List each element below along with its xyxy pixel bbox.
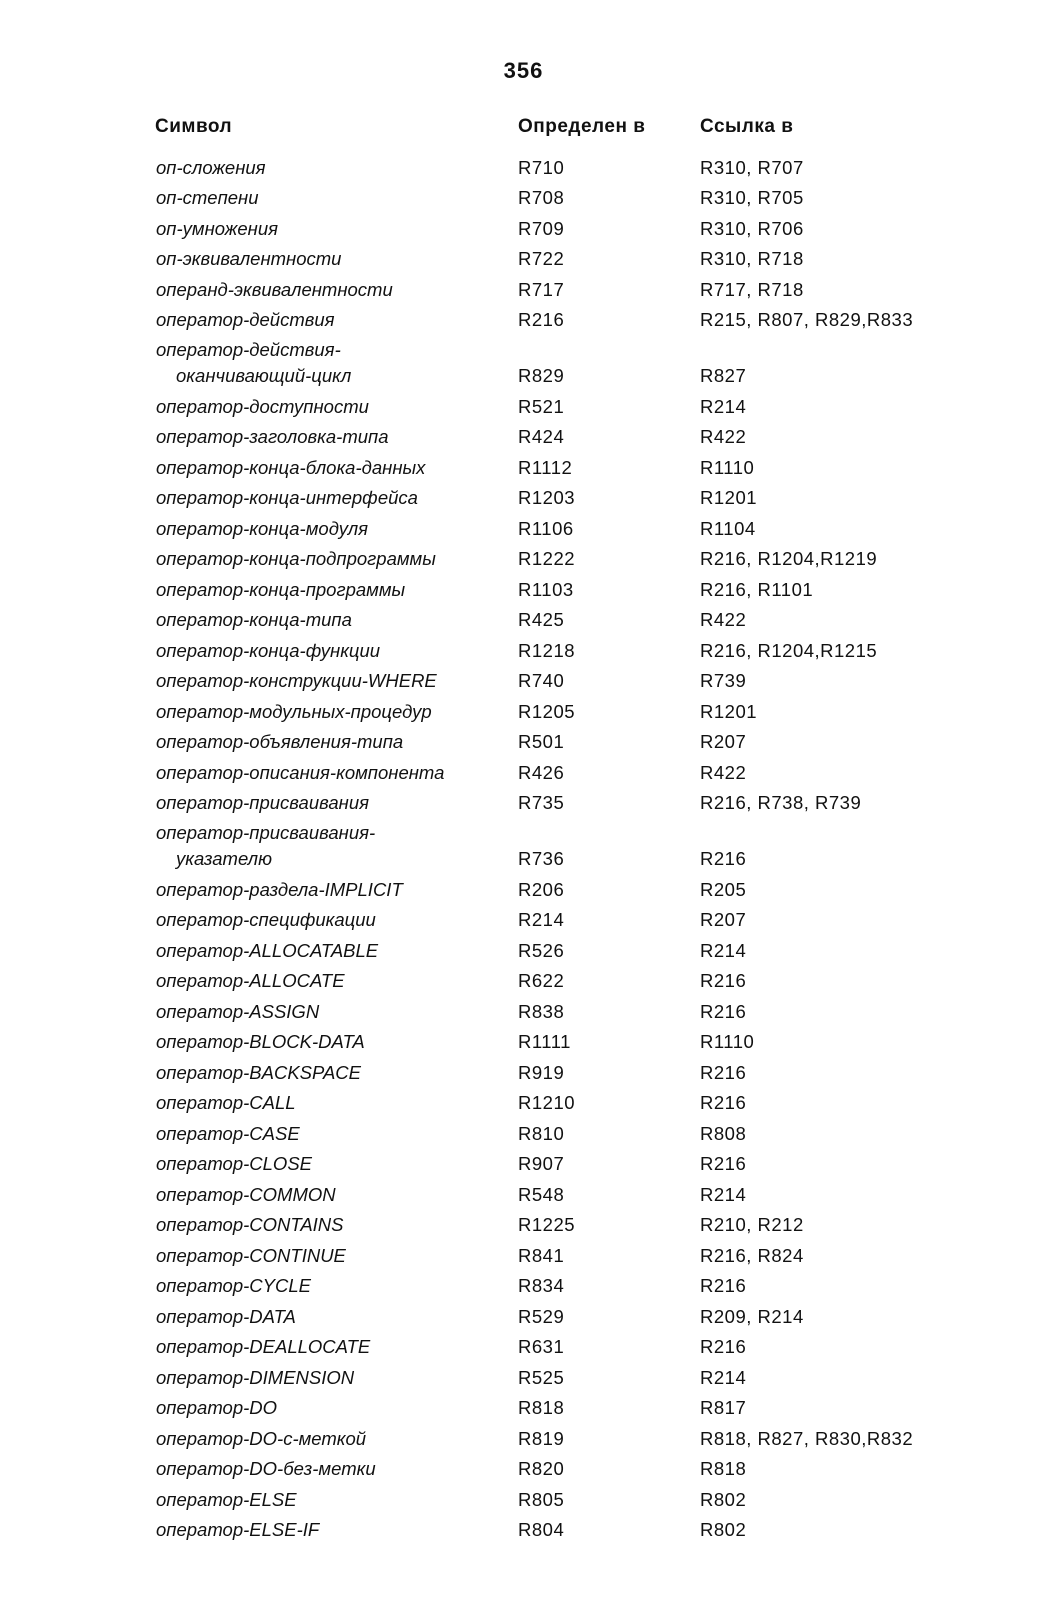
symbol-text: оператор-действия- <box>156 339 341 360</box>
table-row <box>0 1092 1047 1123</box>
symbol-text: оператор-COMMON <box>156 1183 336 1205</box>
table-row <box>0 517 1047 548</box>
symbol-text: оператор-описания-компонента <box>156 761 445 783</box>
symbol-cell <box>156 1517 501 1543</box>
symbol-text: оператор-конца-программы <box>156 578 406 600</box>
referenced-in-cell: R422 <box>700 609 747 630</box>
symbol-cell <box>156 1426 501 1452</box>
referenced-in-cell: R216, R1101 <box>700 578 814 600</box>
table-row <box>0 156 1047 187</box>
symbol-cell <box>156 1456 501 1482</box>
symbol-cell <box>156 424 501 450</box>
table-row <box>0 970 1047 1001</box>
defined-in-cell: R525 <box>518 1366 565 1388</box>
referenced-in-cell: R216 <box>700 1061 747 1083</box>
referenced-in-cell: R214 <box>700 1366 747 1388</box>
symbol-text: оператор-модульных-процедур <box>156 700 432 722</box>
defined-in-cell: R1111 <box>518 1031 571 1052</box>
table-row <box>0 187 1047 218</box>
defined-in-cell: R1112 <box>518 456 573 478</box>
symbol-text: операнд-эквивалентности <box>156 278 393 300</box>
symbol-text: оператор-CONTINUE <box>156 1244 346 1266</box>
symbol-text: оператор-CONTAINS <box>156 1214 344 1235</box>
symbol-text: оператор-BLOCK-DATA <box>156 1031 365 1052</box>
symbol-text: оператор-присваивания <box>156 792 370 813</box>
defined-in-cell: R1218 <box>518 639 576 661</box>
defined-in-cell: R829 <box>518 365 565 386</box>
symbol-text: оп-эквивалентности <box>156 248 342 269</box>
symbol-text: оператор-конца-модуля <box>156 517 369 539</box>
referenced-in-cell: R207 <box>700 731 747 752</box>
table-row <box>0 217 1047 248</box>
symbol-cell <box>156 1182 501 1208</box>
symbol-text: оп-сложения <box>156 156 266 178</box>
symbol-cell <box>156 999 501 1025</box>
referenced-in-cell: R1104 <box>700 517 756 539</box>
defined-in-cell: R521 <box>518 395 565 417</box>
referenced-in-cell: R216 <box>700 848 747 869</box>
symbol-cell <box>156 577 501 603</box>
defined-in-cell: R529 <box>518 1305 565 1327</box>
table-row <box>0 1244 1047 1275</box>
defined-in-cell: R722 <box>518 248 565 269</box>
symbol-cell <box>156 1334 501 1360</box>
symbol-text: оператор-конца-подпрограммы <box>156 548 436 569</box>
referenced-in-cell: R818, R827, R830,R832 <box>700 1427 914 1449</box>
referenced-in-cell: R310, R705 <box>700 187 804 208</box>
defined-in-cell: R1210 <box>518 1092 576 1113</box>
defined-in-cell: R426 <box>518 761 565 783</box>
symbol-text: оператор-DATA <box>156 1305 296 1327</box>
referenced-in-cell: R216 <box>700 1275 747 1296</box>
table-row <box>0 1000 1047 1031</box>
symbol-cell <box>156 216 501 242</box>
symbol-text: оператор-CYCLE <box>156 1275 311 1296</box>
referenced-in-cell: R216 <box>700 1336 747 1357</box>
defined-in-cell: R425 <box>518 609 565 630</box>
symbol-cell <box>156 1060 501 1086</box>
defined-in-cell: R216 <box>518 309 565 330</box>
symbol-cell <box>156 546 501 572</box>
defined-in-cell: R818 <box>518 1397 565 1418</box>
symbol-text: оператор-CLOSE <box>156 1153 312 1174</box>
symbol-cell <box>156 877 501 903</box>
symbol-cell <box>156 1395 501 1421</box>
table-row <box>0 1183 1047 1214</box>
symbol-text: оператор-ELSE <box>156 1488 297 1510</box>
referenced-in-cell: R216 <box>700 1000 747 1022</box>
referenced-in-cell: R216, R738, R739 <box>700 792 862 813</box>
symbol-text: оператор-ASSIGN <box>156 1000 320 1022</box>
defined-in-cell: R708 <box>518 187 565 208</box>
symbol-cell <box>156 155 501 181</box>
symbol-cell <box>156 337 501 389</box>
defined-in-cell: R501 <box>518 731 565 752</box>
defined-in-cell: R548 <box>518 1183 565 1205</box>
symbol-text: оп-умножения <box>156 217 278 239</box>
symbol-cell <box>156 185 501 211</box>
table-row <box>0 487 1047 518</box>
symbol-text: оператор-раздела-IMPLICIT <box>156 878 403 900</box>
referenced-in-cell: R216 <box>700 1153 747 1174</box>
symbol-text: оп-степени <box>156 187 259 208</box>
table-row <box>0 1519 1047 1550</box>
table-row <box>0 578 1047 609</box>
table-row <box>0 700 1047 731</box>
referenced-in-cell: R214 <box>700 939 747 961</box>
column-header-symbol: Символ <box>155 116 233 137</box>
referenced-in-cell: R310, R706 <box>700 217 804 239</box>
symbol-cell <box>156 790 501 816</box>
defined-in-cell: R919 <box>518 1061 565 1083</box>
symbol-cell <box>156 968 501 994</box>
column-header-referenced-in: Ссылка в <box>700 116 794 137</box>
table-row <box>0 939 1047 970</box>
symbol-cell <box>156 1029 501 1055</box>
referenced-in-cell: R214 <box>700 395 747 417</box>
referenced-in-cell: R802 <box>700 1519 747 1540</box>
symbol-cell <box>156 1487 501 1513</box>
referenced-in-cell: R215, R807, R829,R833 <box>700 309 914 330</box>
table-row <box>0 639 1047 670</box>
referenced-in-cell: R209, R214 <box>700 1305 804 1327</box>
symbol-text: оператор-BACKSPACE <box>156 1061 361 1083</box>
symbol-cell <box>156 307 501 333</box>
symbol-text: оператор-конструкции-WHERE <box>156 670 437 691</box>
symbol-text: оператор-DO-без-метки <box>156 1458 376 1479</box>
referenced-in-cell: R1201 <box>700 700 758 722</box>
symbol-cell <box>156 820 501 872</box>
symbol-cell <box>156 485 501 511</box>
table-row <box>0 878 1047 909</box>
defined-in-cell: R834 <box>518 1275 565 1296</box>
symbol-cell <box>156 455 501 481</box>
page-number: 356 <box>503 58 544 83</box>
defined-in-cell: R206 <box>518 878 565 900</box>
table-row <box>0 792 1047 823</box>
defined-in-cell: R424 <box>518 426 565 447</box>
table-row <box>0 1275 1047 1306</box>
cross-reference-table <box>0 156 1047 1549</box>
referenced-in-cell: R214 <box>700 1183 747 1205</box>
symbol-cell <box>156 729 501 755</box>
symbol-cell <box>156 907 501 933</box>
referenced-in-cell: R808 <box>700 1122 747 1144</box>
referenced-in-cell: R739 <box>700 670 747 691</box>
column-header-defined-in: Определен в <box>518 116 646 137</box>
defined-in-cell: R838 <box>518 1000 565 1022</box>
symbol-text: оператор-спецификации <box>156 909 376 930</box>
table-row <box>0 1305 1047 1336</box>
defined-in-cell: R736 <box>518 848 565 869</box>
symbol-text: оператор-доступности <box>156 395 369 417</box>
defined-in-cell: R1225 <box>518 1214 576 1235</box>
referenced-in-cell: R422 <box>700 761 747 783</box>
table-row <box>0 731 1047 762</box>
table-row <box>0 1397 1047 1428</box>
referenced-in-cell: R210, R212 <box>700 1214 804 1235</box>
referenced-in-cell: R310, R718 <box>700 248 804 269</box>
symbol-cell <box>156 1121 501 1147</box>
defined-in-cell: R804 <box>518 1519 565 1540</box>
referenced-in-cell: R216, R1204,R1219 <box>700 548 878 569</box>
defined-in-cell: R1203 <box>518 487 576 508</box>
table-row <box>0 909 1047 940</box>
symbol-text: оператор-конца-интерфейса <box>156 487 418 508</box>
referenced-in-cell: R216, R1204,R1215 <box>700 639 878 661</box>
referenced-in-cell: R817 <box>700 1397 747 1418</box>
symbol-text: оператор-объявления-типа <box>156 731 404 752</box>
defined-in-cell: R819 <box>518 1427 565 1449</box>
symbol-text: оператор-ALLOCATABLE <box>156 939 379 961</box>
table-row <box>0 1488 1047 1519</box>
referenced-in-cell: R802 <box>700 1488 747 1510</box>
symbol-cell <box>156 668 501 694</box>
defined-in-cell: R717 <box>518 278 565 300</box>
symbol-text: оператор-присваивания- <box>156 822 376 843</box>
defined-in-cell: R710 <box>518 156 565 178</box>
symbol-cell <box>156 277 501 303</box>
symbol-text: оператор-заголовка-типа <box>156 426 389 447</box>
defined-in-cell: R214 <box>518 909 565 930</box>
referenced-in-cell: R216, R824 <box>700 1244 804 1266</box>
symbol-text: оператор-действия <box>156 309 335 330</box>
referenced-in-cell: R1201 <box>700 487 758 508</box>
symbol-cell <box>156 938 501 964</box>
table-row <box>0 1031 1047 1062</box>
symbol-text: оператор-CALL <box>156 1092 296 1113</box>
table-row <box>0 248 1047 279</box>
table-row <box>0 1336 1047 1367</box>
referenced-in-cell: R216 <box>700 1092 747 1113</box>
symbol-cell <box>156 1365 501 1391</box>
defined-in-cell: R1222 <box>518 548 576 569</box>
symbol-text: оператор-DEALLOCATE <box>156 1336 371 1357</box>
table-row <box>0 1366 1047 1397</box>
referenced-in-cell: R422 <box>700 426 747 447</box>
table-row <box>0 1458 1047 1489</box>
table-row <box>0 1122 1047 1153</box>
symbol-cell <box>156 760 501 786</box>
symbol-text: оператор-ALLOCATE <box>156 970 345 991</box>
table-row <box>0 339 1047 395</box>
symbol-cell <box>156 1151 501 1177</box>
table-row <box>0 761 1047 792</box>
symbol-cell <box>156 1273 501 1299</box>
table-row <box>0 456 1047 487</box>
defined-in-cell: R1103 <box>518 578 574 600</box>
table-row <box>0 395 1047 426</box>
defined-in-cell: R1205 <box>518 700 576 722</box>
symbol-cell <box>156 1243 501 1269</box>
symbol-text: оператор-CASE <box>156 1122 300 1144</box>
referenced-in-cell: R827 <box>700 365 747 386</box>
symbol-text: оператор-конца-функции <box>156 639 381 661</box>
defined-in-cell: R907 <box>518 1153 565 1174</box>
table-row <box>0 1153 1047 1184</box>
referenced-in-cell: R205 <box>700 878 747 900</box>
table-row <box>0 309 1047 340</box>
table-row <box>0 278 1047 309</box>
defined-in-cell: R810 <box>518 1122 565 1144</box>
symbol-text: оператор-ELSE-IF <box>156 1519 320 1540</box>
table-row <box>0 1061 1047 1092</box>
symbol-text: оператор-конца-блока-данных <box>156 456 426 478</box>
symbol-text: оператор-DO <box>156 1397 278 1418</box>
symbol-cell <box>156 516 501 542</box>
symbol-cell <box>156 699 501 725</box>
table-row <box>0 670 1047 701</box>
symbol-text: оператор-DO-с-меткой <box>156 1427 367 1449</box>
referenced-in-cell: R1110 <box>700 456 755 478</box>
defined-in-cell: R709 <box>518 217 565 239</box>
referenced-in-cell: R1110 <box>700 1031 755 1052</box>
symbol-cell <box>156 1212 501 1238</box>
referenced-in-cell: R216 <box>700 970 747 991</box>
symbol-cell <box>156 638 501 664</box>
symbol-cell <box>156 246 501 272</box>
defined-in-cell: R631 <box>518 1336 565 1357</box>
symbol-text-continuation: указателю <box>176 848 272 869</box>
defined-in-cell: R820 <box>518 1458 565 1479</box>
symbol-cell <box>156 394 501 420</box>
table-row <box>0 822 1047 878</box>
defined-in-cell: R740 <box>518 670 565 691</box>
defined-in-cell: R841 <box>518 1244 565 1266</box>
referenced-in-cell: R717, R718 <box>700 278 804 300</box>
table-row <box>0 426 1047 457</box>
symbol-text: оператор-конца-типа <box>156 609 352 630</box>
symbol-text: оператор-DIMENSION <box>156 1366 355 1388</box>
referenced-in-cell: R818 <box>700 1458 747 1479</box>
defined-in-cell: R526 <box>518 939 565 961</box>
table-row <box>0 548 1047 579</box>
referenced-in-cell: R207 <box>700 909 747 930</box>
table-row <box>0 1214 1047 1245</box>
defined-in-cell: R1106 <box>518 517 574 539</box>
defined-in-cell: R805 <box>518 1488 565 1510</box>
symbol-text-continuation: оканчивающий-цикл <box>176 365 352 386</box>
symbol-cell <box>156 1090 501 1116</box>
defined-in-cell: R735 <box>518 792 565 813</box>
table-row <box>0 1427 1047 1458</box>
symbol-cell <box>156 607 501 633</box>
referenced-in-cell: R310, R707 <box>700 156 804 178</box>
symbol-cell <box>156 1304 501 1330</box>
defined-in-cell: R622 <box>518 970 565 991</box>
table-row <box>0 609 1047 640</box>
